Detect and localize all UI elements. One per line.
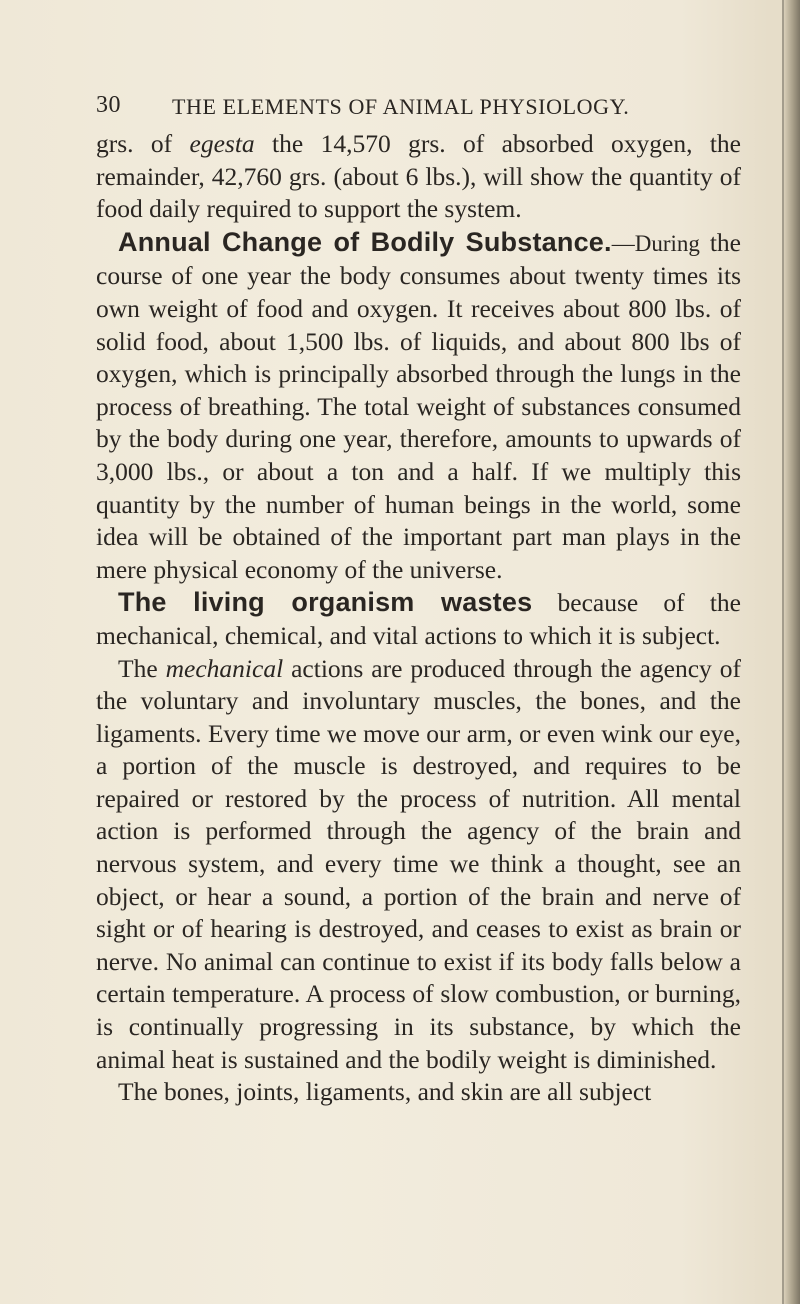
section-heading: The living organism wastes: [118, 587, 533, 618]
italic-term: mechanical: [165, 653, 284, 683]
paragraph-text: the course of one year the body consumes about twenty times its own weight of food and oxygen. It receives about 800 lbs. of solid food, about 1,500 lbs. of liquids, and about 800 lbs of oxygen, which is principally absorbed through the lungs in the process of breathing. The total weight of substances consumed by the body during one year, therefore, amounts to upwards of 3,000 lbs., or about a ton and a half. If we multiply this quantity by the number of human beings in the world, some idea will be obtained of the important part man plays in the mere physical economy of the universe.: [96, 227, 741, 584]
page-number: 30: [96, 92, 121, 118]
italic-term: egesta: [189, 129, 255, 158]
body-text: [96, 128, 741, 1109]
paragraph-egesta: [96, 128, 741, 226]
page-header: [96, 92, 736, 122]
paragraph-text: the 14,570 grs. of absorbed oxygen, the remainder, 42,760 grs. (about 6 lbs.), will show the quantity of food daily required to support the system.: [96, 129, 741, 224]
paragraph-mechanical: [96, 653, 741, 1077]
section-heading: Annual Change of Bodily Substance.: [118, 226, 612, 257]
paragraph-text: The: [118, 653, 166, 683]
paragraph-text: because of the mechanical, chemical, and vital actions to which it is subject.: [96, 588, 742, 650]
binding-edge: [784, 0, 800, 1304]
paragraph-text: The bones, joints, ligaments, and skin are all subject: [118, 1077, 652, 1107]
paragraph-text: actions are produced through the agency of the voluntary and involuntary muscles, the bones, and the ligaments. Every time we move our arm, or even wink our eye, a portion of the muscle is destroyed, and requires to be repaired or restored by the process of nutrition. All mental action is performed through the agency of the brain and nervous system, and every time we think a thought, see an object, or hear a sound, a portion of the brain and nerve of sight or of hearing is destroyed, and ceases to exist as brain or nerve. No animal can continue to exist if its body falls below a certain temperature. A process of slow combustion, or burning, is continually progressing in its substance, by which the animal heat is sustained and the bodily weight is diminished.: [96, 653, 741, 1074]
paragraph-text: grs. of: [96, 129, 190, 158]
paragraph-organism-wastes: [96, 586, 741, 652]
heading-lead: —During: [611, 230, 700, 256]
running-head: THE ELEMENTS OF ANIMAL PHYSIOLOGY.: [172, 94, 630, 119]
paragraph-bones: [96, 1076, 741, 1109]
paragraph-annual-change: [96, 226, 741, 587]
